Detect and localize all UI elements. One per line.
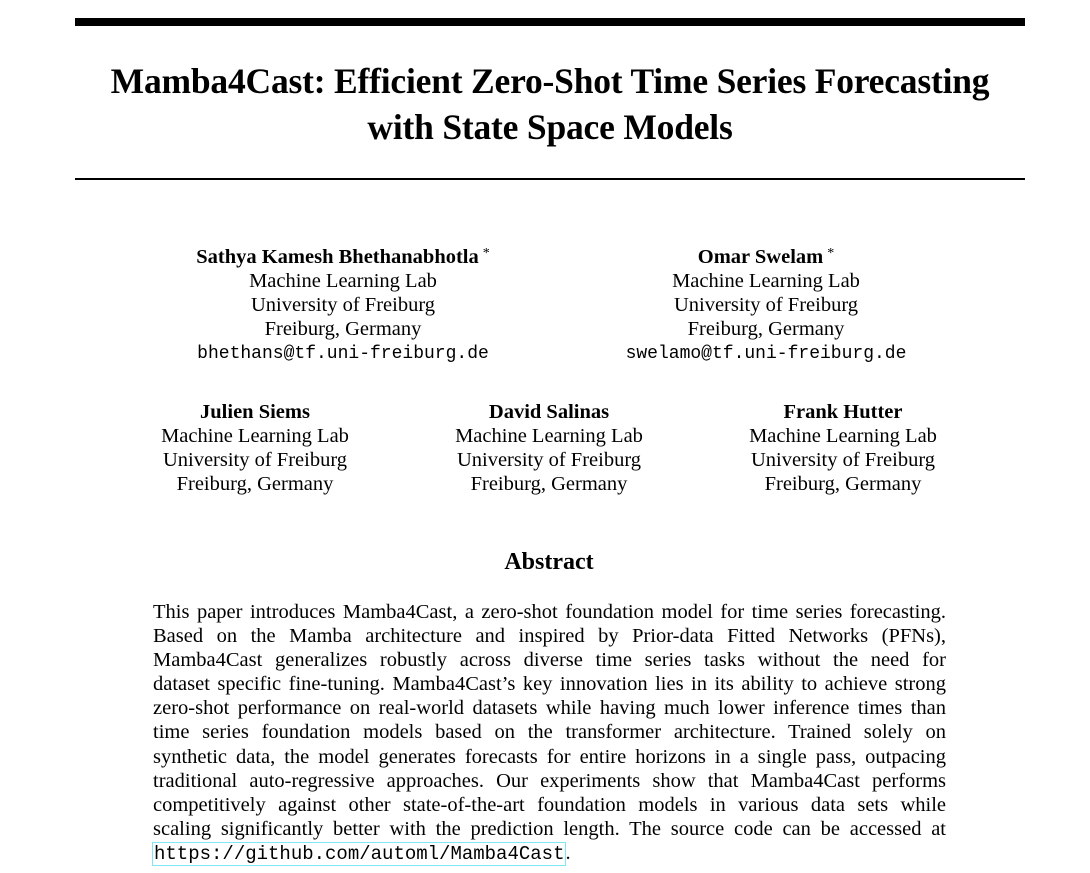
author-lab: Machine Learning Lab [749, 425, 937, 447]
paper-title [55, 58, 1045, 150]
author-name: Julien Siems [200, 401, 310, 423]
author-location: Freiburg, Germany [470, 473, 628, 495]
author-block-swelam [610, 242, 922, 367]
abstract-line: zero-shot performance on real-world datasets while having much lower inference times than [153, 697, 946, 720]
author-university: University of Freiburg [673, 294, 859, 316]
paper-title-line-1: Mamba4Cast: Efficient Zero-Shot Time Series Forecasting [110, 61, 990, 101]
author-lab: Machine Learning Lab [161, 425, 349, 447]
abstract-line: synthetic data, the model generates forecasts for entire horizons in a single pass, outpacing [153, 745, 946, 768]
author-block-siems [130, 400, 380, 496]
top-rule [75, 18, 1025, 26]
abstract-line: dataset specific fine-tuning. Mamba4Cast’s key innovation lies in its ability to achieve strong [153, 673, 946, 696]
abstract-body [153, 600, 946, 865]
author-lab: Machine Learning Lab [455, 425, 643, 447]
author-name: Omar Swelam [697, 246, 824, 268]
author-location: Freiburg, Germany [264, 318, 422, 340]
author-block-bhethanabhotla [140, 242, 546, 367]
abstract-heading: Abstract [504, 549, 594, 575]
author-block-salinas [424, 400, 674, 496]
abstract-line: traditional auto-regressive approaches. Our experiments show that Mamba4Cast performs [153, 769, 946, 792]
author-university: University of Freiburg [456, 449, 642, 471]
author-university: University of Freiburg [162, 449, 348, 471]
equal-contribution-mark: * [827, 246, 835, 261]
author-name: Frank Hutter [783, 401, 903, 423]
author-email[interactable]: swelamo@tf.uni-freiburg.de [625, 344, 907, 364]
author-location: Freiburg, Germany [176, 473, 334, 495]
equal-contribution-mark: * [482, 246, 490, 261]
author-location: Freiburg, Germany [687, 318, 845, 340]
abstract-final-line [153, 841, 946, 865]
author-name: Sathya Kamesh Bhethanabhotla [196, 246, 479, 268]
abstract-line: time series foundation models based on the transformer architecture. Trained solely on [153, 721, 946, 744]
abstract-line: scaling significantly better with the prediction length. The source code can be accessed at [153, 817, 946, 840]
author-name: David Salinas [488, 401, 610, 423]
author-location: Freiburg, Germany [764, 473, 922, 495]
author-email[interactable]: bhethans@tf.uni-freiburg.de [197, 344, 489, 364]
abstract-line: Based on the Mamba architecture and inspired by Prior-data Fitted Networks (PFNs), [153, 625, 946, 648]
title-bottom-rule [75, 178, 1025, 180]
author-block-hutter [718, 400, 968, 496]
author-university: University of Freiburg [250, 294, 436, 316]
abstract-line: This paper introduces Mamba4Cast, a zero-shot foundation model for time series forecasting. [153, 601, 946, 623]
link-trailing-period: . [565, 841, 571, 864]
author-university: University of Freiburg [750, 449, 936, 471]
abstract-line: competitively against other state-of-the-art foundation models in various data sets while [153, 793, 946, 816]
author-lab: Machine Learning Lab [672, 270, 860, 292]
paper-title-line-2: with State Space Models [367, 107, 733, 147]
source-code-link[interactable]: https://github.com/automl/Mamba4Cast [154, 842, 565, 865]
author-lab: Machine Learning Lab [249, 270, 437, 292]
abstract-line: Mamba4Cast generalizes robustly across diverse time series tasks without the need for [153, 649, 946, 672]
